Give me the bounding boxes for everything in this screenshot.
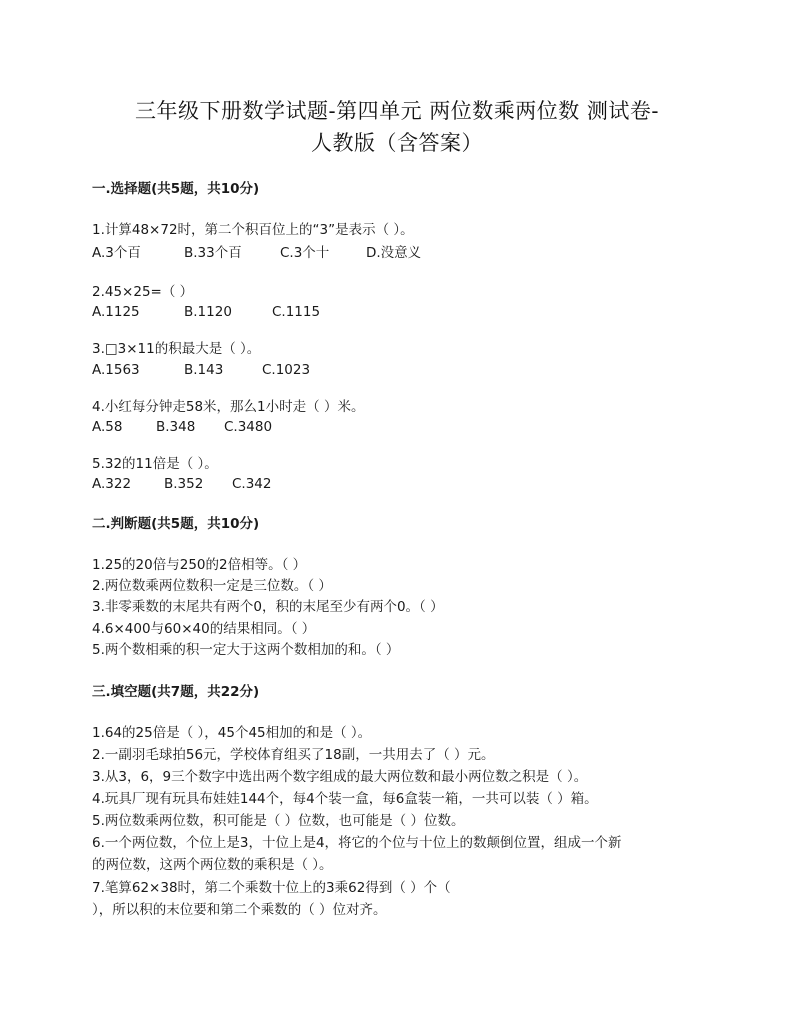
question-1-3-option-b: B.143 [184,362,224,378]
fill-line-4: 4.玩具厂现有玩具布娃娃144个，每4个装一盒，每6盒装一箱，一共可以装（ ）箱。 [92,791,598,807]
question-1-4-option-a: A.58 [92,419,123,435]
fill-line-3: 3.从3，6，9三个数字中选出两个数字组成的最大两位数和最小两位数之积是（ ）。 [92,769,588,785]
question-1-4-option-c: C.3480 [224,419,273,435]
question-1-2-option-a: A.1125 [92,304,140,320]
judgement-item-4: 4.6×400与60×40的结果相同。（ ） [92,621,316,637]
question-1-2-option-b: B.1120 [184,304,232,320]
fill-line-6b: 的两位数，这两个两位数的乘积是（ ）。 [92,857,333,873]
question-1-5-option-a: A.322 [92,476,132,492]
question-1-1-option-d: D.没意义 [366,245,422,261]
judgement-item-1: 1.25的20倍与250的2倍相等。（ ） [92,557,307,573]
judgement-item-2: 2.两位数乘两位数积一定是三位数。（ ） [92,578,332,594]
section-1-heading: 一.选择题(共5题，共10分) [92,181,260,197]
question-1-5-text: 5.32的11倍是（ ）。 [92,456,218,472]
document-title-line-2: 人教版（含答案） [311,131,483,155]
section-3-heading: 三.填空题(共7题，共22分) [92,684,260,700]
fill-line-7a: 7.笔算62×38时，第二个乘数十位上的3乘62得到（ ）个（ [92,880,451,896]
question-1-1-option-c: C.3个十 [280,245,330,261]
section-2-heading: 二.判断题(共5题，共10分) [92,516,260,532]
fill-line-6a: 6.一个两位数，个位上是3，十位上是4，将它的个位与十位上的数颠倒位置，组成一个新 [92,835,622,851]
judgement-item-5: 5.两个数相乘的积一定大于这两个数相加的和。（ ） [92,642,400,658]
fill-line-1: 1.64的25倍是（ ），45个45相加的和是（ ）。 [92,725,372,741]
fill-line-5: 5.两位数乘两位数，积可能是（ ）位数，也可能是（ ）位数。 [92,813,465,829]
fill-line-7b: ），所以积的末位要和第二个乘数的（ ）位对齐。 [92,902,387,918]
question-1-4-text: 4.小红每分钟走58米，那么1小时走（ ）米。 [92,399,365,415]
question-1-5-option-c: C.342 [232,476,272,492]
question-1-3-option-c: C.1023 [262,362,311,378]
question-1-2-option-c: C.1115 [272,304,321,320]
question-1-1-text: 1.计算48×72时，第二个积百位上的“3”是表示（ ）。 [92,222,414,238]
fill-line-2: 2.一副羽毛球拍56元，学校体育组买了18副，一共用去了（ ）元。 [92,747,495,763]
question-1-5-option-b: B.352 [164,476,204,492]
judgement-item-3: 3.非零乘数的末尾共有两个0，积的末尾至少有两个0。（ ） [92,599,444,615]
question-1-3-text: 3.□3×11的积最大是（ ）。 [92,341,261,357]
question-1-1-option-a: A.3个百 [92,245,141,261]
question-1-2-text: 2.45×25=（ ） [92,284,194,300]
question-1-4-option-b: B.348 [156,419,196,435]
question-1-3-option-a: A.1563 [92,362,140,378]
document-title-line-1: 三年级下册数学试题-第四单元 两位数乘两位数 测试卷- [134,99,660,123]
question-1-1-option-b: B.33个百 [184,245,242,261]
